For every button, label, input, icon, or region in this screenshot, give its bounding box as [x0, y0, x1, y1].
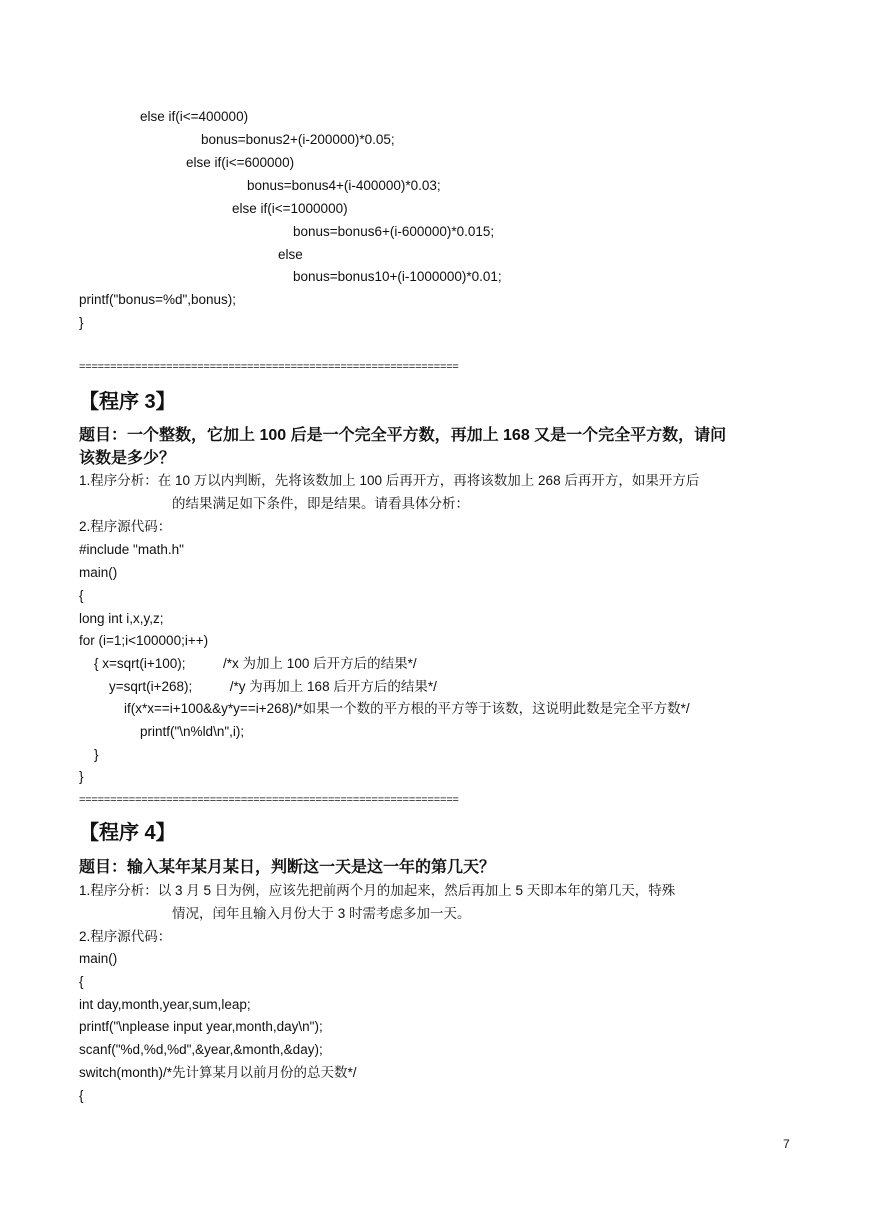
code-line: { x=sqrt(i+100); /*x 为加上 100 后开方后的结果*/	[94, 656, 417, 671]
code-line: else if(i<=1000000)	[232, 201, 348, 216]
question-title: 题目：输入某年某月某日，判断这一天是这一年的第几天？	[79, 859, 496, 876]
analysis-text: 的结果满足如下条件，即是结果。请看具体分析：	[172, 496, 469, 511]
code-line: #include "math.h"	[79, 542, 184, 557]
code-line: printf("\nplease input year,month,day\n");	[79, 1019, 323, 1034]
code-line: long int i,x,y,z;	[79, 611, 164, 626]
code-line: }	[79, 769, 84, 784]
code-line: }	[94, 747, 99, 762]
code-line: bonus=bonus6+(i-600000)*0.015;	[293, 224, 495, 239]
code-line: y=sqrt(i+268); /*y 为再加上 168 后开方后的结果*/	[109, 679, 437, 694]
code-line: switch(month)/*先计算某月以前月份的总天数*/	[79, 1065, 357, 1080]
code-line: {	[79, 1088, 84, 1103]
code-line: {	[79, 588, 84, 603]
code-line: main()	[79, 951, 118, 966]
code-line: if(x*x==i+100&&y*y==i+268)/*如果一个数的平方根的平方等于该数，这说明此数是完全平方数*/	[124, 701, 690, 716]
code-line: else if(i<=600000)	[186, 155, 295, 170]
separator: =============================================================	[79, 361, 459, 373]
source-label: 2.程序源代码：	[79, 519, 172, 534]
code-line: }	[79, 315, 84, 330]
code-line: printf("\n%ld\n",i);	[140, 724, 245, 739]
code-line: bonus=bonus2+(i-200000)*0.05;	[201, 132, 395, 147]
analysis-text: 1.程序分析：以 3 月 5 日为例，应该先把前两个月的加起来，然后再加上 5 天即本年的第几天，特殊	[79, 883, 676, 898]
question-title: 题目：一个整数，它加上 100 后是一个完全平方数，再加上 168 又是一个完全平方数，请问	[79, 427, 727, 444]
code-line: {	[79, 974, 84, 989]
code-line: printf("bonus=%d",bonus);	[79, 292, 237, 307]
code-line: for (i=1;i<100000;i++)	[79, 633, 209, 648]
source-label: 2.程序源代码：	[79, 929, 172, 944]
analysis-text: 情况，闰年且输入月份大于 3 时需考虑多加一天。	[172, 906, 471, 921]
section-title-program-4: 【程序 4】	[79, 822, 176, 844]
page-number: 7	[783, 1137, 790, 1151]
code-line: bonus=bonus10+(i-1000000)*0.01;	[293, 269, 502, 284]
question-title: 该数是多少？	[79, 450, 176, 467]
code-line: main()	[79, 565, 118, 580]
section-title-program-3: 【程序 3】	[79, 391, 176, 413]
code-line: int day,month,year,sum,leap;	[79, 997, 251, 1012]
code-line: else	[278, 247, 303, 262]
analysis-text: 1.程序分析：在 10 万以内判断，先将该数加上 100 后再开方，再将该数加上 268 后再开方，如果开方后	[79, 473, 700, 488]
code-line: bonus=bonus4+(i-400000)*0.03;	[247, 178, 441, 193]
code-line: else if(i<=400000)	[140, 109, 249, 124]
code-line: scanf("%d,%d,%d",&year,&month,&day);	[79, 1042, 323, 1057]
separator: =============================================================	[79, 794, 459, 806]
